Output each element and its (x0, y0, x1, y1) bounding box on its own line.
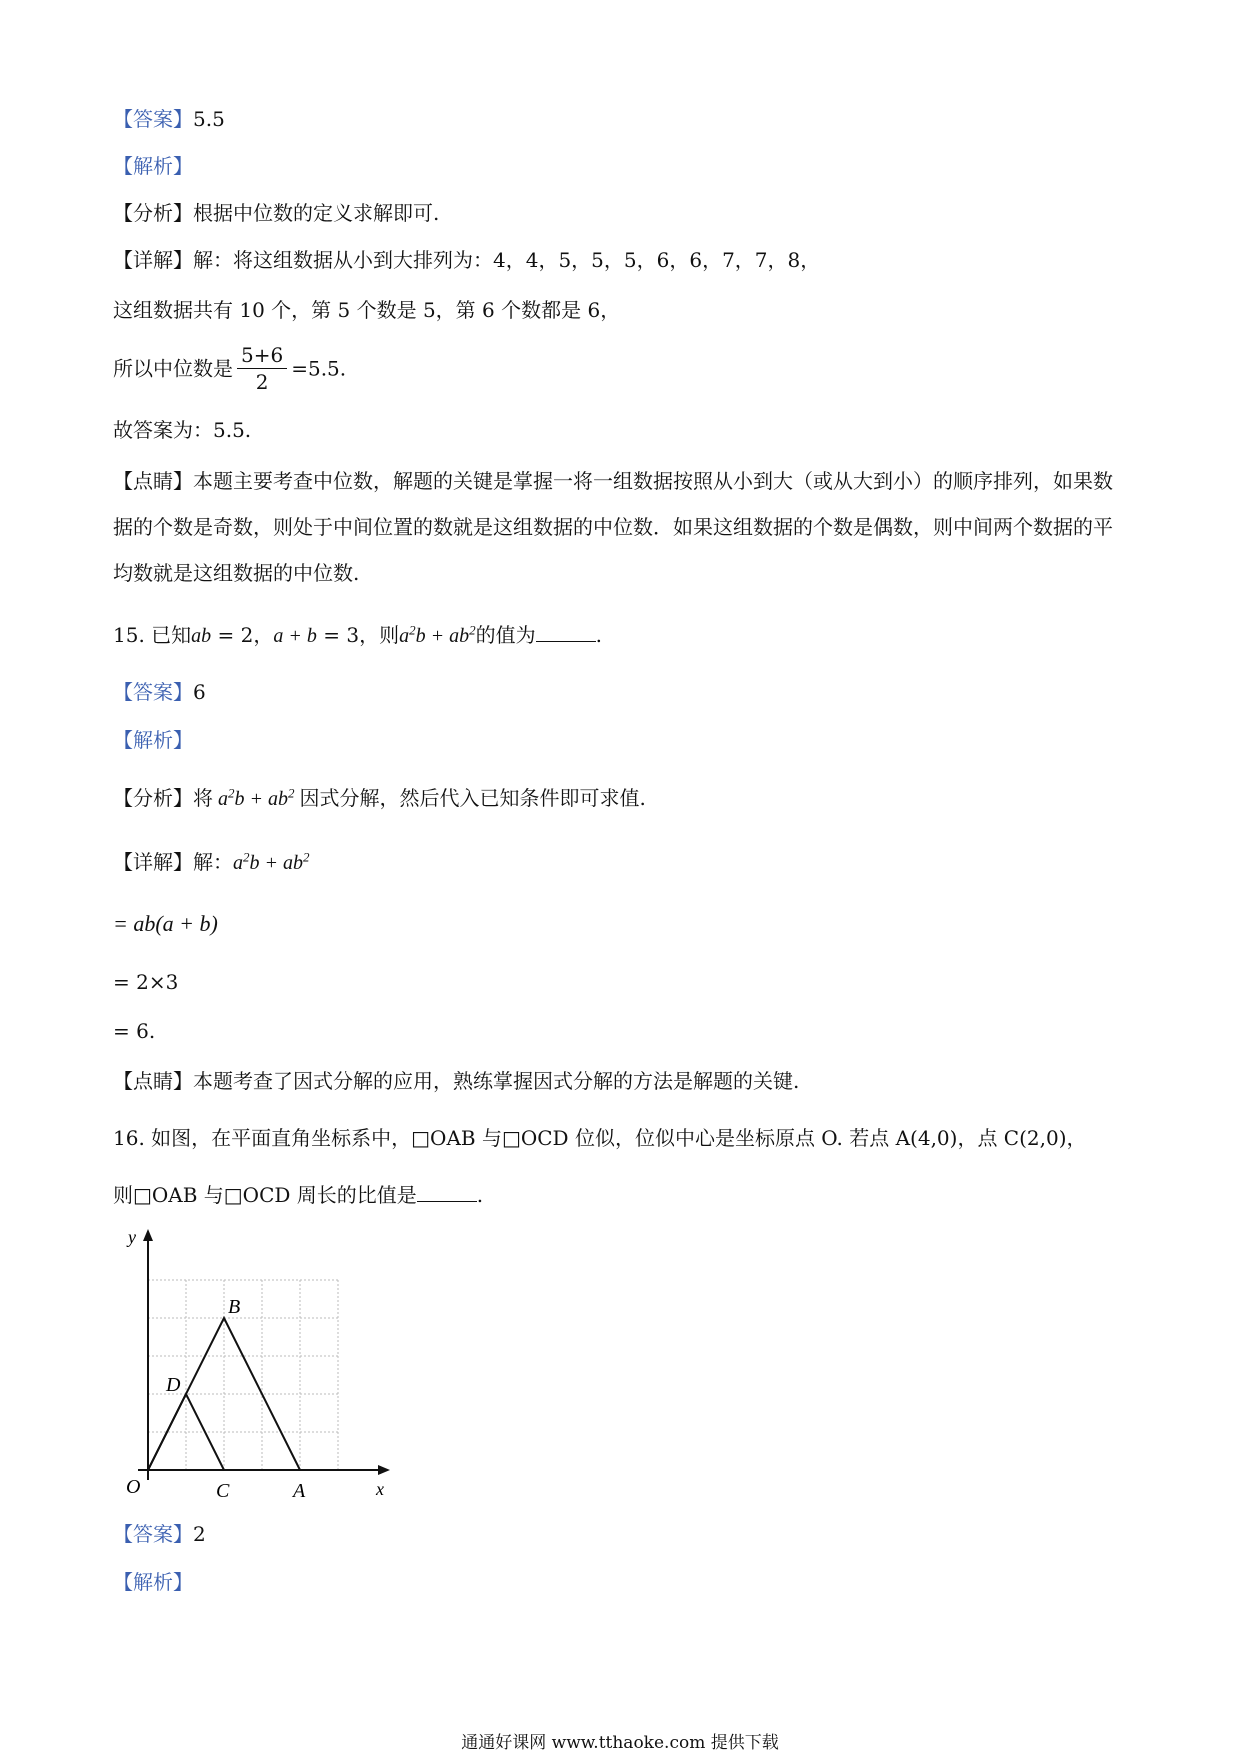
q15-step1: = ab(a + b) (113, 911, 218, 936)
answer-blank (417, 1183, 477, 1202)
coordinate-figure (120, 1225, 400, 1505)
label-c: C (216, 1480, 230, 1502)
median-fraction (237, 342, 287, 395)
analysis-tag: 【解析】 (113, 728, 193, 752)
q15-step2: = 2×3 (113, 970, 179, 994)
label-d: D (166, 1374, 181, 1396)
stem-line2-pre: 则□OAB 与□OCD 周长的比值是 (113, 1183, 417, 1207)
y-axis-arrow-icon (143, 1229, 153, 1241)
q16-stem-line1: 16. 如图，在平面直角坐标系中，□OAB 与□OCD 位似，位似中心是坐标原点 O. 若点 A(4,0)，点 C(2,0)， (113, 1126, 1087, 1150)
answer-tag: 【答案】 (113, 1522, 193, 1546)
fenxi-tag: 【分析】 (113, 201, 193, 225)
answer-tag: 【答案】 (113, 680, 193, 704)
label-b: B (228, 1296, 241, 1318)
q15-analysis-tag (113, 726, 193, 754)
analysis-tag: 【解析】 (113, 154, 193, 178)
q16-stem-line2 (113, 1181, 483, 1209)
q15-answer (113, 678, 206, 706)
x-axis-arrow-icon (378, 1465, 390, 1475)
expression-a2b-ab2: $a^2b + ab^2$ (399, 622, 476, 647)
answer-blank (536, 623, 596, 642)
stem-ab: ab (191, 625, 212, 647)
q16-answer (113, 1520, 206, 1548)
xiangjie-text: 解：将这组数据从小到大排列为：4，4，5，5，5，6，6，7，7，8， (193, 248, 821, 272)
q15-stem (113, 621, 602, 650)
fenxi-pre: 将 (193, 786, 213, 810)
fraction-denominator: 2 (255, 370, 269, 394)
x-axis-label: x (376, 1479, 384, 1499)
analysis-tag: 【解析】 (113, 1570, 193, 1594)
stem-end: . (595, 623, 602, 647)
stem-suffix: 的值为 (475, 623, 536, 647)
dianjing-text: 本题考查了因式分解的应用，熟练掌握因式分解的方法是解题的关键. (193, 1069, 800, 1093)
answer-value: 2 (193, 1522, 206, 1546)
xiangjie-expression: $a^2b + ab^2$ (233, 849, 310, 874)
stem-eq2: = 3，则 (316, 623, 400, 647)
answer-value: 5.5 (193, 107, 225, 131)
q14-line2: 这组数据共有 10 个，第 5 个数是 5，第 6 个数都是 6， (113, 298, 621, 322)
q14-dianjing (113, 458, 1123, 596)
xiangjie-pre: 解： (193, 850, 233, 874)
q15-step3: = 6. (113, 1019, 156, 1043)
fenxi-text: 根据中位数的定义求解即可. (193, 201, 440, 225)
q14-answer (113, 105, 225, 133)
q14-fenxi (113, 199, 439, 227)
stem-prefix: 15. 已知 (113, 623, 192, 647)
line3-result: =5.5. (291, 356, 347, 381)
stem-apb: a + b (273, 625, 317, 647)
q14-analysis-tag (113, 152, 193, 180)
label-a: A (293, 1480, 306, 1502)
xiangjie-tag: 【详解】 (113, 850, 193, 874)
stem-line2-end: . (476, 1183, 484, 1207)
xiangjie-tag: 【详解】 (113, 248, 193, 272)
answer-tag: 【答案】 (113, 107, 193, 131)
q16-analysis-tag (113, 1568, 193, 1596)
fenxi-post: 因式分解，然后代入已知条件即可求值. (299, 786, 646, 810)
label-o: O (126, 1476, 141, 1498)
q15-xiangjie (113, 848, 310, 877)
page-footer: 通通好课网 www.tthaoke.com 提供下载 (461, 1733, 779, 1753)
q15-fenxi (113, 784, 646, 813)
q14-line4: 故答案为：5.5. (113, 418, 252, 442)
q14-xiangjie (113, 246, 820, 274)
line3-prefix: 所以中位数是 (113, 356, 233, 381)
dianjing-text: 本题主要考查中位数，解题的关键是掌握一将一组数据按照从小到大（或从大到小）的顺序排列，如果数据的个数是奇数，则处于中间位置的数就是这组数据的中位数．如果这组数据的个数是偶数，则中间两个数据的平均数就是这组数据的中位数. (113, 469, 1113, 585)
y-axis-label: y (128, 1227, 136, 1247)
fenxi-tag: 【分析】 (113, 786, 193, 810)
fraction-numerator: 5+6 (237, 342, 287, 369)
dianjing-tag: 【点睛】 (113, 469, 193, 493)
dianjing-tag: 【点睛】 (113, 1069, 193, 1093)
stem-eq1: = 2， (211, 623, 274, 647)
answer-value: 6 (193, 680, 206, 704)
q15-dianjing (113, 1067, 799, 1095)
fenxi-expression: $a^2b + ab^2$ (213, 785, 295, 810)
q14-line3 (113, 342, 346, 395)
